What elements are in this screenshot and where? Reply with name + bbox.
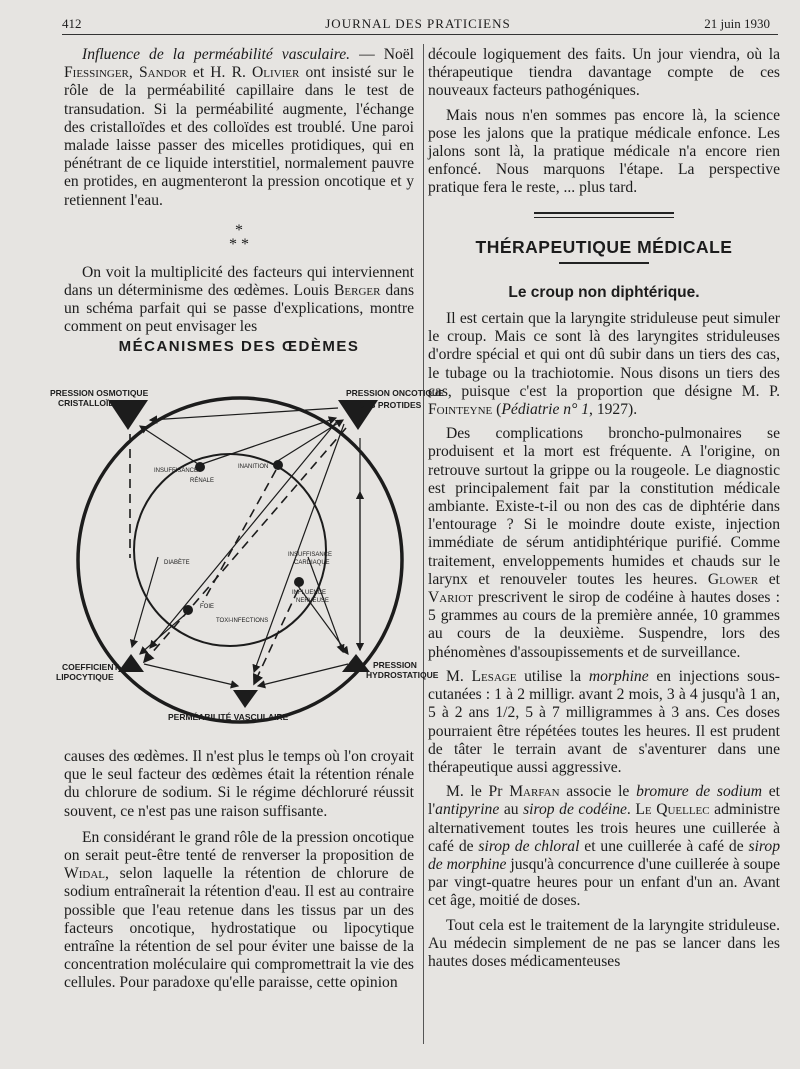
article-subtitle: Le croup non diphtérique. <box>508 283 700 301</box>
page-header <box>62 12 774 34</box>
corner-triangle <box>233 690 258 708</box>
svg-text:DES PROTIDES: DES PROTIDES <box>358 400 422 410</box>
svg-text:PRESSION OSMOTIQUE: PRESSION OSMOTIQUE <box>50 388 149 398</box>
section-title: THÉRAPEUTIQUE MÉDICALE <box>475 236 733 257</box>
drug-name: antipyrine <box>435 801 500 819</box>
svg-text:COEFFICIENT: COEFFICIENT <box>62 662 119 672</box>
paragraph-permeabilite: Influence de la perméabilité vasculaire. — Noël Fiessinger, Sandor et H. R. Olivier ont insisté sur le rôle de la perméabilité capillaire dans le test de transudation. Si la perméabilité augmente, l'échange des cristalloïdes et des colloïdes est troublé. Une paroi malade laisse passer des micelles protidiques, qui en pénétrant de ce liquide interstitiel, normalement pauvre en protides, en augmenteront la pression oncotique et y retiennent l'eau. <box>64 46 415 209</box>
paragraph-multiplicite: On voit la multiplicité des facteurs qui interviennent dans un déterminisme des œdèmes. Louis Berger dans un schéma parfait qui se passe d'explications, montre comment on peut envisager les <box>64 263 415 336</box>
drug-name: morphine <box>588 667 649 685</box>
journal-title: JOURNAL DES PRATICIENS <box>325 16 511 31</box>
author-name: Le Quellec <box>635 801 710 819</box>
page-number: 412 <box>62 16 82 31</box>
svg-text:CARDIAQUE: CARDIAQUE <box>294 560 330 566</box>
author-name: Marfan <box>509 783 560 801</box>
author-name: Widal <box>64 865 105 883</box>
svg-text:RÉNALE: RÉNALE <box>190 478 215 484</box>
paragraph-complications: Des complications broncho-pulmonaires se produisent et la mort est fréquente. A l'origine, on retrouve surtout la grippe ou la rougeole. Le diagnostic est principalement fait par la constitution médicale ambiante. Existe-t-il ou non des cas de diphtérie dans l'entourage ? Si le moindre doute existe, injection immédiate de sérum antidiphtérique purifié. Comme traitement, enveloppements humides et chauds sur le larynx et renouveler toutes les heures. Glower et Variot prescrivent le sirop de codéine à hautes doses : 5 grammes au cours de la première année, 10 grammes au cours de la deuxième. Suspendre, lors des phénomènes d'assoupissements et de surveillance. <box>428 425 780 661</box>
right-column <box>428 46 780 971</box>
svg-text:PERMÉABILITÉ VASCULAIRE: PERMÉABILITÉ VASCULAIRE <box>168 712 289 722</box>
left-column-top <box>64 46 414 337</box>
paragraph-causes: causes des œdèmes. Il n'est plus le temps où l'on croyait que le seul facteur des œdèmes était la rétention rénale du chlorure de sodium. Si le régime déchloruré réussit souvent, ce n'est pas une raison suffisante. <box>64 748 414 820</box>
svg-text:FOIE: FOIE <box>200 604 215 610</box>
svg-text:DIABÈTE: DIABÈTE <box>164 560 190 566</box>
author-name: Sandor <box>138 64 187 82</box>
svg-text:PRESSION ONCOTIQUE: PRESSION ONCOTIQUE <box>346 388 444 398</box>
paragraph-pression-oncotique: En considérant le grand rôle de la pression oncotique on serait peut-être tenté de renverser la proposition de Widal, selon laquelle la rétention de chlorure de sodium entraînerait la rétention d'eau. Il est au contraire possible que l'eau retenue dans les tissus par un des facteurs oncotique, hydrostatique ou lipocytique entraîne la rétention de sel pour éviter une baisse de la concentration moléculaire qui compromettrait la vie des cellules. Pour paradoxe qu'elle paraisse, cette opinion <box>64 828 414 992</box>
outer-circle <box>78 398 402 722</box>
svg-text:HYDROSTATIQUE: HYDROSTATIQUE <box>366 670 439 680</box>
author-name: Berger <box>334 282 381 300</box>
author-name: Fiessinger <box>64 64 129 82</box>
svg-text:INFLUENCE: INFLUENCE <box>292 590 327 596</box>
paragraph-title: Influence de la perméabilité vasculaire. <box>82 46 351 63</box>
issue-date: 21 juin 1930 <box>704 16 770 31</box>
paragraph-marfan: M. le Pr Marfan associe le bromure de sodium et l'antipyrine au sirop de codéine. Le Quellec administre alternativement toutes les trois heures une cuillerée à café de sirop de chloral et une cuillerée à café de sirop de morphine jusqu'à concurrence d'une cuillerée à soupe par vingt-quatre heures pour un enfant d'un an. Avant cet âge, moitié de doses. <box>428 783 781 910</box>
node <box>273 460 283 470</box>
author-name: Variot <box>428 589 473 607</box>
paragraph-decoule: découle logiquement des faits. Un jour viendra, où la thérapeutique tiendra davantage compte de ces nouveaux facteurs pathogéniques. <box>428 46 780 100</box>
svg-text:NERVEUSE: NERVEUSE <box>296 598 329 604</box>
author-name: Lesage <box>471 667 517 685</box>
svg-text:CRISTALLOÏDE: CRISTALLOÏDE <box>58 398 121 408</box>
author-name: Fointeyne <box>428 401 493 419</box>
author-name: Glower <box>707 570 759 588</box>
drug-name: sirop de chloral <box>478 837 580 855</box>
diagram-title: MÉCANISMES DES ŒDÈMES <box>118 338 360 355</box>
svg-text:INSUFFISANCE: INSUFFISANCE <box>154 468 199 474</box>
svg-text:LIPOCYTIQUE: LIPOCYTIQUE <box>56 672 114 682</box>
svg-text:INANITION: INANITION <box>238 464 269 470</box>
drug-name: bromure de sodium <box>636 783 762 801</box>
corner-triangle <box>118 654 144 672</box>
svg-text:TOXI-INFECTIONS: TOXI-INFECTIONS <box>216 618 269 624</box>
paragraph-croup: Il est certain que la laryngite striduleuse peut simuler le croup. Mais ce sont là des laryngites striduleuses d'ordre spécial et qui ont dû subir dans un tiers des cas, le tubage ou la trachiotomie. Nous disons un tiers des cas, puisque c'est la proportion que désigne M. P. Fointeyne (Pédiatrie n° 1, 1927). <box>428 310 780 419</box>
drug-name: sirop de codéine <box>523 801 627 819</box>
paragraph-conclusion: Tout cela est le traitement de la laryngite striduleuse. Au médecin simplement de ne pas se lancer dans les hautes doses médicamenteuses <box>428 916 780 970</box>
author-name: Olivier <box>252 64 300 82</box>
svg-text:INSUFFISANCE: INSUFFISANCE <box>288 552 333 558</box>
paragraph-lesage: M. Lesage utilise la morphine en injections sous-cutanées : 1 à 2 milligr. avant 2 mois, 3 à 4 jusqu'à 1 an, 5 à 2 ans 1/2, 5 à 7 milligrammes à 3 ans. Ces doses pourraient être répétées toutes les heures. Il est prudent de tâter le terrain avant de s'aventurer dans une thérapeutique aussi aggressive. <box>428 667 780 776</box>
node <box>294 577 304 587</box>
asterism: * * * <box>229 221 249 253</box>
paragraph-jalons: Mais nous n'en sommes pas encore là, la science pose les jalons que la pratique médicale enfonce. Les jalons sont là, la pratique médicale n'a encore rien enfoncé. Nous marquons l'étape. La perspective pratique fera le reste, ... plus tard. <box>428 106 780 197</box>
journal-reference: Pédiatrie n° 1 <box>501 401 590 419</box>
header-rule <box>62 34 778 35</box>
svg-text:PRESSION: PRESSION <box>373 660 417 670</box>
left-column-bottom <box>64 748 414 993</box>
drug-name: sirop de morphine <box>428 837 780 873</box>
oedema-mechanism-diagram <box>48 372 444 732</box>
